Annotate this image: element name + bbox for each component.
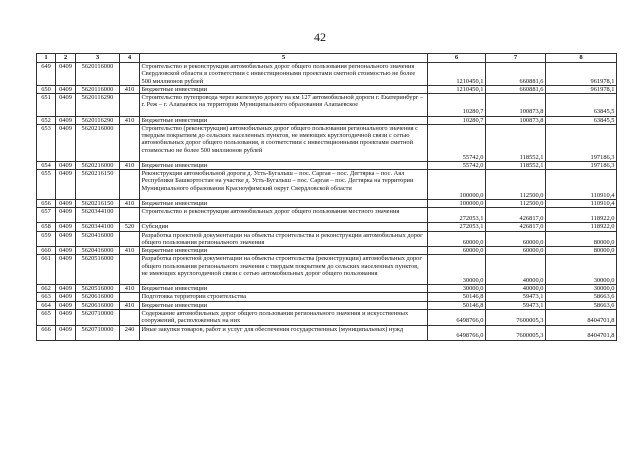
expense-type	[120, 293, 140, 301]
amount-year-2: 660881,6	[486, 85, 546, 93]
table-row	[37, 94, 617, 116]
section-code: 0409	[56, 255, 76, 285]
amount-year-2: 60000,0	[486, 247, 546, 255]
amount-year-2: 100873,8	[486, 94, 546, 116]
row-number: 657	[37, 208, 56, 223]
target-code: 5620216150	[76, 170, 120, 200]
column-header: 2	[56, 54, 76, 63]
section-code: 0409	[56, 199, 76, 207]
amount-year-2: 100873,8	[486, 116, 546, 124]
target-code: 5620216000	[76, 124, 120, 161]
item-name: Разработка проектной документации на объекты строительства (реконструкции) автомобильных дорог общего пользования регионального значения с твердым покрытием до сельских населенных пунктов, не имеющих круглогодичной связи с сетью автомобильных дорог общего пользования	[140, 255, 428, 285]
row-number: 660	[37, 247, 56, 255]
amount-year-2: 118552,1	[486, 161, 546, 169]
amount-year-1: 6498766,0	[428, 310, 486, 326]
expense-type: 410	[120, 247, 140, 255]
row-number: 649	[37, 63, 56, 86]
expense-type	[120, 170, 140, 200]
item-name: Бюджетные инвестиции	[140, 285, 428, 293]
expense-type	[120, 208, 140, 223]
amount-year-1: 100000,0	[428, 170, 486, 200]
expense-type: 410	[120, 301, 140, 309]
section-code: 0409	[56, 310, 76, 326]
table-row	[37, 170, 617, 200]
expense-type: 410	[120, 85, 140, 93]
section-code: 0409	[56, 170, 76, 200]
table-row	[37, 124, 617, 161]
target-code: 5620416000	[76, 231, 120, 247]
target-code: 5620116290	[76, 94, 120, 116]
expense-type	[120, 124, 140, 161]
column-header: 1	[37, 54, 56, 63]
amount-year-2: 118552,1	[486, 124, 546, 161]
expense-type: 240	[120, 325, 140, 340]
item-name: Разработка проектной документации на объекты строительства и реконструкции автомобильных дорог общего пользования регионального значения	[140, 231, 428, 247]
table-row	[37, 63, 617, 86]
row-number: 655	[37, 170, 56, 200]
amount-year-1: 272053,1	[428, 208, 486, 223]
amount-year-2: 7600005,3	[486, 310, 546, 326]
section-code: 0409	[56, 94, 76, 116]
amount-year-2: 660881,6	[486, 63, 546, 86]
section-code: 0409	[56, 301, 76, 309]
amount-year-3: 197186,3	[546, 124, 617, 161]
amount-year-2: 7600005,3	[486, 325, 546, 340]
amount-year-3: 8404701,8	[546, 325, 617, 340]
section-code: 0409	[56, 63, 76, 86]
amount-year-2: 426817,0	[486, 208, 546, 223]
amount-year-3: 110910,4	[546, 199, 617, 207]
target-code: 5620710000	[76, 325, 120, 340]
amount-year-3: 80000,0	[546, 231, 617, 247]
target-code: 5620216150	[76, 199, 120, 207]
row-number: 666	[37, 325, 56, 340]
row-number: 661	[37, 255, 56, 285]
table-row	[37, 85, 617, 93]
row-number: 653	[37, 124, 56, 161]
table-row	[37, 293, 617, 301]
expense-type: 520	[120, 223, 140, 231]
amount-year-3: 8404701,8	[546, 310, 617, 326]
column-header: 4	[120, 54, 140, 63]
amount-year-3: 80000,0	[546, 247, 617, 255]
section-code: 0409	[56, 223, 76, 231]
amount-year-1: 100000,0	[428, 199, 486, 207]
section-code: 0409	[56, 124, 76, 161]
amount-year-1: 10280,7	[428, 94, 486, 116]
amount-year-3: 30000,0	[546, 285, 617, 293]
amount-year-2: 40000,0	[486, 285, 546, 293]
row-number: 662	[37, 285, 56, 293]
row-number: 663	[37, 293, 56, 301]
amount-year-2: 40000,0	[486, 255, 546, 285]
amount-year-3: 961978,1	[546, 63, 617, 86]
item-name: Бюджетные инвестиции	[140, 199, 428, 207]
amount-year-2: 112500,0	[486, 170, 546, 200]
amount-year-3: 63845,5	[546, 94, 617, 116]
target-code: 5620616000	[76, 301, 120, 309]
row-number: 651	[37, 94, 56, 116]
item-name: Строительство (реконструкция) автомобильных дорог общего пользования регионального значения с твердым покрытием до сельских населенных пунктов, не имеющих круглогодичной связи с сетью автомобильных дорог общего пользования, в соответствии с инвестиционными проектами сметной стоимостью не более 500 миллионов рублей	[140, 124, 428, 161]
table-row	[37, 199, 617, 207]
column-header: 5	[140, 54, 428, 63]
table-row	[37, 161, 617, 169]
amount-year-2: 59473,1	[486, 293, 546, 301]
row-number: 659	[37, 231, 56, 247]
amount-year-1: 50146,8	[428, 301, 486, 309]
target-code: 5620116290	[76, 116, 120, 124]
expense-type: 410	[120, 285, 140, 293]
column-header: 7	[486, 54, 546, 63]
target-code: 5620416000	[76, 247, 120, 255]
amount-year-2: 60000,0	[486, 231, 546, 247]
section-code: 0409	[56, 161, 76, 169]
row-number: 658	[37, 223, 56, 231]
item-name: Строительство и реконструкция автомобильных дорог общего пользования регионального значения Свердловской области в соответствии с инвестиционными проектами сметной стоимостью не более 500 миллионов рублей	[140, 63, 428, 86]
amount-year-1: 10280,7	[428, 116, 486, 124]
target-code: 5620344100	[76, 208, 120, 223]
expense-type	[120, 231, 140, 247]
table-row	[37, 301, 617, 309]
amount-year-3: 118922,0	[546, 223, 617, 231]
item-name: Подготовка территории строительства	[140, 293, 428, 301]
table-body	[37, 63, 617, 341]
item-name: Содержание автомобильных дорог общего пользования регионального значения и искусственных сооружений, расположенных на них	[140, 310, 428, 326]
amount-year-3: 30000,0	[546, 255, 617, 285]
expense-type: 410	[120, 116, 140, 124]
target-code: 5620710000	[76, 310, 120, 326]
amount-year-1: 50146,8	[428, 293, 486, 301]
item-name: Бюджетные инвестиции	[140, 247, 428, 255]
expense-type	[120, 94, 140, 116]
item-name: Строительство и реконструкция автомобильных дорог общего пользования местного значения	[140, 208, 428, 223]
item-name: Иные закупки товаров, работ и услуг для обеспечения государственных (муниципальных) нужд	[140, 325, 428, 340]
column-header: 8	[546, 54, 617, 63]
amount-year-3: 63845,5	[546, 116, 617, 124]
expense-type	[120, 63, 140, 86]
row-number: 650	[37, 85, 56, 93]
amount-year-3: 197186,3	[546, 161, 617, 169]
amount-year-2: 426817,0	[486, 223, 546, 231]
amount-year-1: 60000,0	[428, 247, 486, 255]
expense-type	[120, 310, 140, 326]
table-row	[37, 223, 617, 231]
item-name: Реконструкция автомобильной дороги д. Усть-Бугалыш – пос. Саргая – пос. Дегтярка – пос. Аял Республики Башкортостан на участке д. Усть-Бугалыш – пос. Саргая – пос. Дегтярка на территории Муниципального образования Красноуфимский округ Свердловской области	[140, 170, 428, 200]
amount-year-1: 1210450,1	[428, 63, 486, 86]
amount-year-1: 55742,0	[428, 161, 486, 169]
amount-year-3: 118922,0	[546, 208, 617, 223]
table-row	[37, 231, 617, 247]
row-number: 656	[37, 199, 56, 207]
section-code: 0409	[56, 85, 76, 93]
target-code: 5620344100	[76, 223, 120, 231]
target-code: 5620516000	[76, 255, 120, 285]
table-row	[37, 325, 617, 340]
amount-year-1: 30000,0	[428, 255, 486, 285]
table-row	[37, 285, 617, 293]
page-number: 42	[314, 30, 326, 44]
item-name: Строительство путепровода через железную дорогу на км 127 автомобильной дороги г. Екатеринбург – г. Реж – г. Алапаевск на территории Муниципального образования Алапаевское	[140, 94, 428, 116]
row-number: 652	[37, 116, 56, 124]
item-name: Бюджетные инвестиции	[140, 116, 428, 124]
table-row	[37, 255, 617, 285]
amount-year-1: 60000,0	[428, 231, 486, 247]
amount-year-3: 961978,1	[546, 85, 617, 93]
section-code: 0409	[56, 247, 76, 255]
column-header: 3	[76, 54, 120, 63]
amount-year-2: 59473,1	[486, 301, 546, 309]
section-code: 0409	[56, 293, 76, 301]
expense-type: 410	[120, 161, 140, 169]
section-code: 0409	[56, 208, 76, 223]
amount-year-1: 6498766,0	[428, 325, 486, 340]
row-number: 664	[37, 301, 56, 309]
amount-year-2: 112500,0	[486, 199, 546, 207]
header-row	[37, 54, 617, 63]
amount-year-3: 110910,4	[546, 170, 617, 200]
amount-year-1: 272053,1	[428, 223, 486, 231]
table-row	[37, 310, 617, 326]
target-code: 5620216000	[76, 161, 120, 169]
section-code: 0409	[56, 325, 76, 340]
target-code: 5620516000	[76, 285, 120, 293]
target-code: 5620116000	[76, 85, 120, 93]
expense-type	[120, 255, 140, 285]
table-row	[37, 116, 617, 124]
item-name: Бюджетные инвестиции	[140, 161, 428, 169]
section-code: 0409	[56, 285, 76, 293]
target-code: 5620116000	[76, 63, 120, 86]
row-number: 654	[37, 161, 56, 169]
target-code: 5620616000	[76, 293, 120, 301]
table-row	[37, 208, 617, 223]
amount-year-1: 30000,0	[428, 285, 486, 293]
amount-year-3: 58663,6	[546, 301, 617, 309]
item-name: Бюджетные инвестиции	[140, 301, 428, 309]
row-number: 665	[37, 310, 56, 326]
amount-year-1: 1210450,1	[428, 85, 486, 93]
column-header: 6	[428, 54, 486, 63]
table-row	[37, 247, 617, 255]
section-code: 0409	[56, 231, 76, 247]
expense-type: 410	[120, 199, 140, 207]
amount-year-3: 58663,6	[546, 293, 617, 301]
amount-year-1: 55742,0	[428, 124, 486, 161]
item-name: Субсидии	[140, 223, 428, 231]
budget-table	[36, 53, 617, 341]
item-name: Бюджетные инвестиции	[140, 85, 428, 93]
section-code: 0409	[56, 116, 76, 124]
